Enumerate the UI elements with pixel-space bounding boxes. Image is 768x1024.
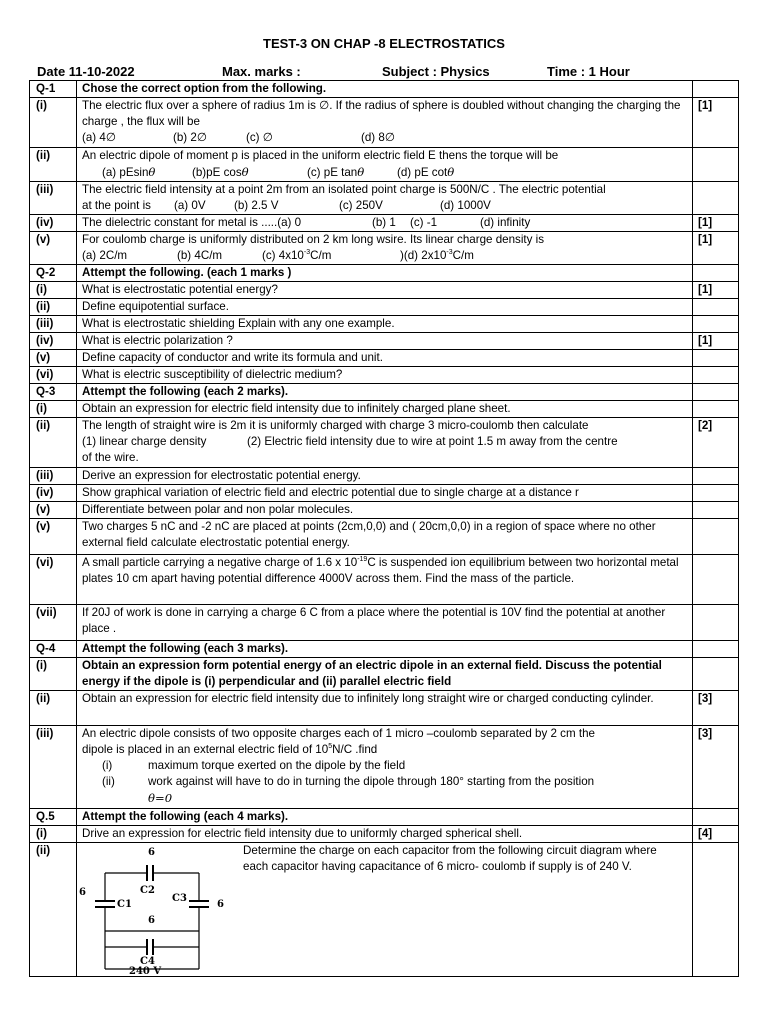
options (82, 198, 689, 214)
supply-label: 240 V (129, 966, 162, 976)
section-row (30, 81, 739, 98)
option-c: (c) -1 (410, 216, 438, 229)
c3-value: 6 (217, 899, 224, 910)
question-number: (i) (30, 98, 77, 148)
option-c: (c) $4x10^{-3}C/m$ (262, 249, 332, 262)
marks: [1] (693, 232, 739, 265)
question-row (30, 401, 739, 418)
question-stem: An electric dipole of moment p is placed in the uniform electric field E thens the torque will be (82, 149, 559, 162)
section-row (30, 809, 739, 826)
question-row (30, 519, 739, 555)
question-text (77, 843, 693, 977)
question-text (77, 182, 693, 215)
options (82, 248, 689, 264)
question-number: (v) (30, 502, 77, 519)
c1-label: C1 (117, 899, 132, 910)
question-number: (ii) (30, 418, 77, 468)
marks: [2] (693, 418, 739, 468)
c4-label: C4 (140, 956, 155, 967)
test-header (37, 64, 737, 80)
question-text: What is electric polarization ? (77, 333, 693, 350)
question-row (30, 282, 739, 299)
question-stem: For coulomb charge is uniformly distributed on 2 km long wsire. Its linear charge density is (82, 233, 545, 246)
section-title: Attempt the following (each 4 marks). (77, 809, 693, 826)
question-row (30, 350, 739, 367)
question-row (30, 98, 739, 148)
question-number: (v) (30, 232, 77, 265)
option-c: (c) 250V (339, 199, 383, 212)
question-number: (ii) (30, 843, 77, 977)
option-a: (a) 0V (174, 199, 206, 212)
option-b: (b) 1 (372, 216, 396, 229)
question-number: (v) (30, 350, 77, 367)
option-b: (b) 2.5 V (234, 199, 279, 212)
marks: [1] (693, 98, 739, 148)
question-row (30, 299, 739, 316)
sub-part-2-continuation: θ=0 (148, 791, 173, 805)
question-table (29, 80, 739, 977)
question-number: (vii) (30, 605, 77, 641)
question-text (77, 418, 693, 468)
question-number: (v) (30, 519, 77, 555)
option-b: (b)pE cosθ (192, 165, 249, 179)
question-text: Define equipotential surface. (77, 299, 693, 316)
question-number: (ii) (30, 691, 77, 726)
stem-continuation: dipole is placed in an external electric field of $10^5N/C$ .find (82, 743, 378, 756)
option-c: (c) pE tanθ (307, 165, 365, 179)
sub-part-2: (ii) work against will have to do in turning the dipole through 180° starting from the position (102, 775, 595, 788)
c2-value: 6 (148, 847, 155, 858)
question-number: (iii) (30, 468, 77, 485)
marks (693, 316, 739, 333)
question-row (30, 148, 739, 182)
option-d: )(d) $2x10^{-3}C/m$ (400, 249, 474, 262)
question-row (30, 843, 739, 977)
question-text: What is electric susceptibility of dielectric medium? (77, 367, 693, 384)
options (82, 130, 689, 146)
question-row (30, 418, 739, 468)
page-title: TEST-3 ON CHAP -8 ELECTROSTATICS (263, 36, 505, 51)
question-text (77, 232, 693, 265)
question-number: (ii) (30, 148, 77, 182)
question-row (30, 232, 739, 265)
section-row (30, 641, 739, 658)
stem-continuation: of the wire. (82, 451, 139, 464)
marks: [1] (693, 333, 739, 350)
section-number: Q-1 (30, 81, 77, 98)
circuit-diagram (77, 843, 247, 976)
question-row (30, 658, 739, 691)
section-number: Q-4 (30, 641, 77, 658)
question-text (77, 98, 693, 148)
sub-part-2: (2) Electric field intensity due to wire at point 1.5 m away from the centre (247, 435, 618, 448)
subject: Subject : Physics (382, 64, 490, 79)
time: Time : 1 Hour (547, 64, 630, 79)
option-a: (a) pEsinθ (102, 165, 156, 179)
question-text (77, 726, 693, 809)
question-row (30, 605, 739, 641)
question-text: Show graphical variation of electric field and electric potential due to single charge at a distance r (77, 485, 693, 502)
question-text (77, 215, 693, 232)
c1-value: 6 (79, 887, 86, 898)
question-stem: The length of straight wire is 2m it is uniformly charged with charge 3 micro-coulomb then calculate (82, 419, 589, 432)
question-stem: The dielectric constant for metal is .....(a) 0 (82, 216, 302, 229)
marks: [3] (693, 691, 739, 726)
question-number: (iii) (30, 316, 77, 333)
question-number: (vi) (30, 555, 77, 605)
option-d: (d) 8∅ (361, 131, 395, 144)
option-b: (b) 2∅ (173, 131, 207, 144)
question-number: (iv) (30, 215, 77, 232)
option-d: (d) pE cotθ (397, 165, 455, 179)
question-number: (i) (30, 658, 77, 691)
question-text: Obtain an expression for electric field intensity due to infinitely charged plane sheet. (77, 401, 693, 418)
question-text (77, 148, 693, 182)
section-number: Q-2 (30, 265, 77, 282)
marks (693, 350, 739, 367)
question-number: (iii) (30, 726, 77, 809)
question-text: Obtain an expression form potential energy of an electric dipole in an external field. Discuss the potential energy if the dipole is (i) perpendicular and (ii) parallel electric field (77, 658, 693, 691)
section-number: Q-3 (30, 384, 77, 401)
marks: [4] (693, 826, 739, 843)
c3-label: C3 (172, 893, 187, 904)
question-text: Determine the charge on each capacitor from the following circuit diagram where each capacitor having capacitance of 6 micro- coulomb if supply is of 240 V. (243, 844, 657, 873)
question-number: (ii) (30, 299, 77, 316)
question-text: What is electrostatic shielding Explain with any one example. (77, 316, 693, 333)
question-text: Two charges 5 nC and -2 nC are placed at points (2cm,0,0) and ( 20cm,0,0) in a region of space where no other external field calculate electrostatic potential energy. (77, 519, 693, 555)
c4-value: 6 (148, 915, 155, 926)
marks: [1] (693, 215, 739, 232)
question-row (30, 502, 739, 519)
sub-part-1: (1) linear charge density (82, 435, 207, 448)
question-row (30, 333, 739, 350)
question-stem: The electric field intensity at a point 2m from an isolated point charge is 500N/C . The electric potential (82, 183, 606, 196)
section-row (30, 384, 739, 401)
question-number: (i) (30, 826, 77, 843)
marks (693, 299, 739, 316)
question-row (30, 367, 739, 384)
marks: [1] (693, 282, 739, 299)
marks (693, 367, 739, 384)
question-number: (iii) (30, 182, 77, 215)
question-text: A small particle carrying a negative charge of 1.6 x $10^{-19}C$ is suspended ion equilibrium between two horizontal metal plates 10 cm apart having potential difference 4000V across them. Find the mass of the particle. (77, 555, 693, 605)
section-title: Attempt the following (each 2 marks). (77, 384, 693, 401)
question-row (30, 691, 739, 726)
question-text: Differentiate between polar and non polar molecules. (77, 502, 693, 519)
question-row (30, 726, 739, 809)
section-row (30, 265, 739, 282)
question-number: (i) (30, 401, 77, 418)
section-title: Chose the correct option from the following. (77, 81, 693, 98)
section-title: Attempt the following (each 3 marks). (77, 641, 693, 658)
c2-label: C2 (140, 885, 155, 896)
option-a: (a) 4∅ (82, 131, 116, 144)
option-b: (b) 4C/m (177, 249, 223, 262)
sub-part-1: (i) maximum torque exerted on the dipole by the field (102, 759, 406, 772)
option-d: (d) infinity (480, 216, 531, 229)
question-stem: An electric dipole consists of two opposite charges each of 1 micro –coulomb separated by 2 cm the (82, 727, 595, 740)
question-row (30, 215, 739, 232)
question-row (30, 468, 739, 485)
question-text: Derive an expression for electrostatic potential energy. (77, 468, 693, 485)
date: Date 11-10-2022 (37, 64, 135, 79)
option-d: (d) 1000V (440, 199, 491, 212)
max-marks: Max. marks : (222, 64, 301, 79)
question-row (30, 316, 739, 333)
marks: [3] (693, 726, 739, 809)
question-text: Drive an expression for electric field intensity due to uniformly charged spherical shell. (77, 826, 693, 843)
section-number: Q.5 (30, 809, 77, 826)
option-a: (a) 2C/m (82, 249, 128, 262)
question-row (30, 182, 739, 215)
question-number: (iv) (30, 333, 77, 350)
options (82, 164, 689, 181)
question-text: Obtain an expression for electric field intensity due to infinitely long straight wire or charged conducting cylinder. (77, 691, 693, 726)
question-text: What is electrostatic potential energy? (77, 282, 693, 299)
question-text: If 20J of work is done in carrying a charge 6 C from a place where the potential is 10V find the potential at another place . (77, 605, 693, 641)
question-number: (vi) (30, 367, 77, 384)
stem-continuation: at the point is (82, 199, 151, 212)
question-number: (i) (30, 282, 77, 299)
question-row (30, 826, 739, 843)
question-text: Define capacity of conductor and write its formula and unit. (77, 350, 693, 367)
question-number: (iv) (30, 485, 77, 502)
question-row (30, 555, 739, 605)
question-stem: The electric flux over a sphere of radius 1m is ∅. If the radius of sphere is doubled without changing the charging the charge , the flux will be (82, 99, 681, 128)
question-row (30, 485, 739, 502)
section-title: Attempt the following. (each 1 marks ) (77, 265, 693, 282)
option-c: (c) ∅ (246, 131, 273, 144)
